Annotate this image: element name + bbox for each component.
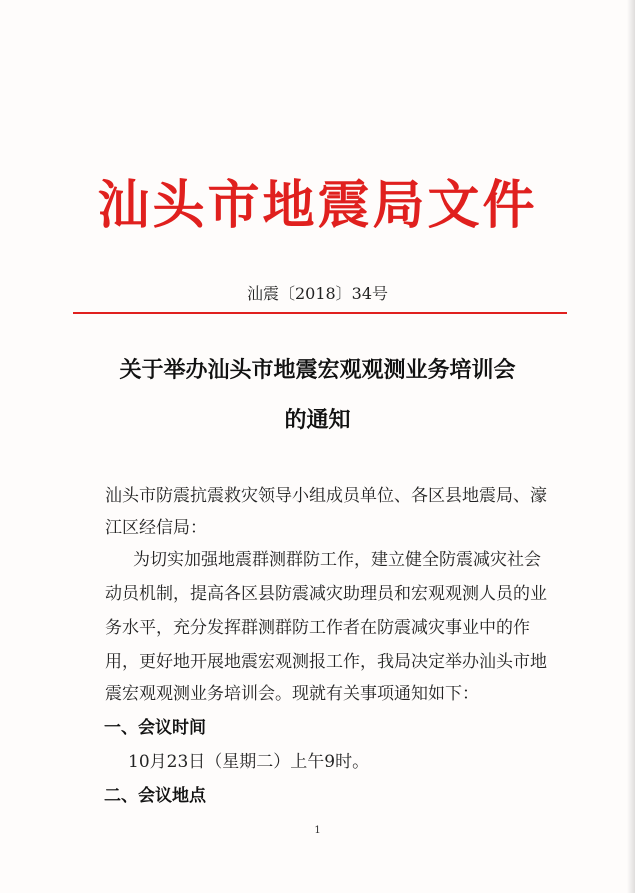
- section-heading-meeting-time: 一、会议时间: [104, 718, 206, 738]
- notice-title-line-2: 的通知: [284, 407, 351, 433]
- document-header-title: 汕头市地震局文件: [97, 175, 538, 236]
- paragraph-line-3: 务水平，充分发挥群测群防工作者在防震减灾事业中的作: [105, 618, 530, 638]
- paragraph-line-4: 用，更好地开展地震宏观测报工作，我局决定举办汕头市地: [105, 652, 547, 672]
- document-number: 汕震〔2018〕34号: [246, 284, 389, 303]
- page-number: 1: [314, 825, 321, 836]
- paragraph-line-2: 动员机制，提高各区县防震减灾助理员和宏观观测人员的业: [105, 584, 547, 604]
- meeting-time-text: 10月23日（星期二）上午9时。: [128, 752, 370, 772]
- addressee-line-2: 江区经信局：: [105, 518, 207, 538]
- red-divider-line: [73, 312, 567, 314]
- paragraph-line-1: 为切实加强地震群测群防工作，建立健全防震减灾社会: [133, 550, 541, 570]
- addressee-line-1: 汕头市防震抗震救灾领导小组成员单位、各区县地震局、濠: [105, 486, 547, 506]
- paragraph-line-5: 震宏观观测业务培训会。现就有关事项通知如下：: [105, 684, 479, 704]
- section-heading-meeting-location: 二、会议地点: [104, 786, 206, 806]
- page-edge-shadow: [627, 0, 635, 893]
- notice-title-line-1: 关于举办汕头市地震宏观观测业务培训会: [119, 357, 516, 383]
